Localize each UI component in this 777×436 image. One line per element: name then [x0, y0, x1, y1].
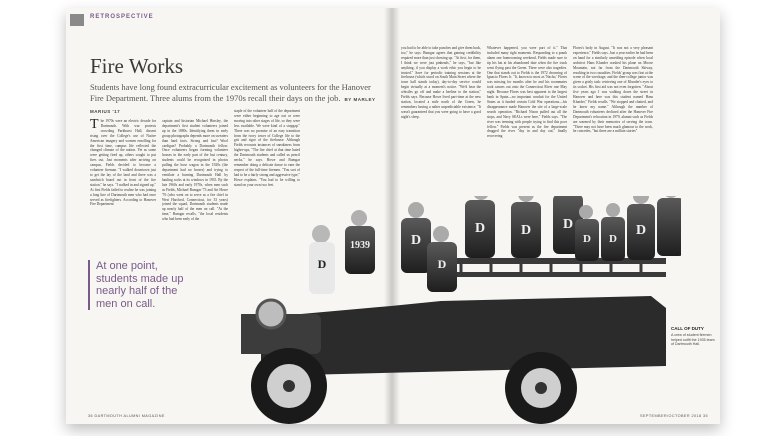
body-column-6 — [573, 46, 653, 186]
page-number-left: 36 — [88, 414, 94, 418]
caption-title: CALL OF DUTY — [671, 326, 704, 331]
jersey-letter: D — [609, 233, 617, 245]
article-title: Fire Works — [90, 54, 184, 78]
body-column-1 — [90, 119, 156, 254]
body-column-4 — [401, 46, 481, 186]
photo-caption: A crew of student firemen helped outfit the 1935 team of Dartmouth Hall. — [671, 333, 715, 347]
jersey-letter: D — [474, 221, 486, 236]
byline: BY MARLEY MARIUS '17 — [90, 97, 376, 114]
drop-cap: T — [90, 119, 99, 132]
body-text-2: captain and historian Michael Hinsley, the department's first student volunteers joined up in the 1880s. Identifying them in early group photographs depends more on sweaters than hard facts. Strong and fast? Wool cardigan? Probably a Dartmouth fellow. Once volunteers began forming volunteer houses in the early part of the last century, students could be recognized in photos pulling the hose wagon in the 1920s (the department had no horses) and trying to ventilate a burning Dartmouth Hall by hauling rocks at its windows in 1935. By the late 1960s and early 1970s, when men such as Fields, Michael Bumgar '73 and Art Howe '76 (who went on to serve as a fire chief in West Hartford, Connecticut, for 33 years) joined the squad, Dartmouth students made up nearly half of the men on call. "At the time," Bumgar recalls, "the local residents who had been early of the — [162, 119, 228, 222]
jersey-letter: 1939 — [350, 240, 370, 251]
jersey-letter: D — [583, 233, 591, 245]
fire-truck-photo — [241, 196, 681, 426]
rear-wheel — [505, 352, 577, 424]
jersey-letter: D — [410, 233, 422, 248]
department-label: RETROSPECTIVE — [90, 14, 154, 20]
jersey-letter: D — [317, 257, 327, 271]
folio-left — [88, 414, 165, 418]
section-tab — [70, 14, 84, 26]
page-number-right: 35 — [702, 414, 708, 418]
body-column-5 — [487, 46, 567, 186]
magazine-spread — [66, 8, 720, 424]
body-text-1: he 1970s were an electric decade for Dartmouth. With war protests crowding Parkhurst Hall, dissent rising over the College's use of Native American imagery and women enrolling for the first time, campus life reflected the changed climate of the nation. Yet as some were getting fired up, others sought to put fires out. Just moments after arriving on campus, Fields decided to become a volunteer fireman. "I walked downtown just to get the lay of the land and there was a sandwich board out in front of the fire station," he says. "I walked in and signed up." At first Fields failed to realize he was joining a long line of Dartmouth men who had once served as firefighters. According to Hanover Fire Department — [90, 119, 156, 207]
jersey-letter: D — [562, 217, 574, 232]
deck-text: Students have long found extracurricular excitement as volunteers for the Hanover Fire Department. Three alums from the 1970s recall their days on the job. — [90, 82, 371, 103]
jersey-letter: D — [635, 223, 647, 238]
body-text-3: staple of the volunteer half of the department were either beginning to age out or were moving into other stages of life, so they were less available. We were kind of a stopgap." There was no promise of an easy transition from the ivory tower of College life to the grit and rigor of the firehouse. Although Fields recounts instances of sneakiness from higher-ups, "The fire chief at that time hated the Dartmouth students and called us pencil necks," he says. Howe and Bumgar remember doing a delicate dance to earn the respect of the full-time firemen. "You sort of had to be a fairly strong and aggressive type," Howe explains. "You had to be willing to stand on your own two feet. — [234, 109, 300, 187]
pull-quote: At one point, students made up nearly half of the men on call. — [88, 260, 196, 310]
issue-date: SEPTEMBER/OCTOBER 2018 — [640, 414, 702, 418]
jersey-letter: D — [520, 223, 532, 238]
body-text-5: Whatever happened, you were part of it." That included many tight moments. Responding to a prank alarm one homecoming weekend, Fields made sure to tip his hat at his abandoned date when the fire truck went flying past the Green. There were also tragedies. One that stands out to Fields is the 1972 drowning of Ignacio Flores Jr. "It, known to most as 'Nacho,' Flores was missing for months after he and his roommates took canoes out onto the Connecticut River one May night. Because Flores was best apparent to the largest bank in Spain—no important conduit for the United States as it funded certain Cold War operations—his disappearance made Hanover the site of a large-scale search operation. "Richard Nixon pulled out all the stops, and Navy SEALs were here," Fields says. "The river was teeming with people trying to find this poor fellow." Fields was present as the fire department dragged the river "day in and day out," finally recovering — [487, 46, 567, 139]
front-wheel — [251, 348, 327, 424]
body-column-2 — [162, 119, 228, 264]
magazine-name: DARTMOUTH ALUMNI MAGAZINE — [94, 414, 165, 418]
jersey-letter: D — [437, 257, 447, 271]
body-text-6: Flores's body in August. "It was not a very pleasant experience," Fields says. Just a year earlier he had been on hand for a similarly unsettling episode when local architect Hans Klunder crashed his plane on Moose Mountain, not far from the Dartmouth Skiway, resulting in two casualties. Fields' group was first at the scene of the wreckage, and the then-college junior was given a grisly task: retrieving one of Klunder's eyes to its socket. His first aid was not even forgotten. "About five years ago I was walking down the street in Hanover and here was this student named Hans Klunder," Fields recalls. "We stopped and chatted, and he knew my name." Although the number of Dartmouth volunteers declined after the Hanover Fire Department's relocation in 1979, alumni such as Fields are warmed by their memories of serving the town. "There may not have been much glamour to the work, he concedes, "but there are a million stories" — [573, 46, 653, 134]
body-text-4: you had to be able to take punches and give them back, too," he says. Bumgar agrees that gaining credibility required more than just showing up. "At first, for them, I think we were just pinheads," he says, "but like anything, if you display a work ethic you begin to be trusted." Save for periodic training sessions at the firehouse (which stood on South Main Street where the town hall stands today), day-to-day service would begin virtually at a moment's notice. "We'd hear the whistles go off and make a beeline to the station," Fields says. Because Howe lived part-time at the new station, located a mile north of the Green, he remembers having a rather unpredictable existence. "It wasn't guaranteed that you were going to have a good night's sleep. — [401, 46, 481, 119]
